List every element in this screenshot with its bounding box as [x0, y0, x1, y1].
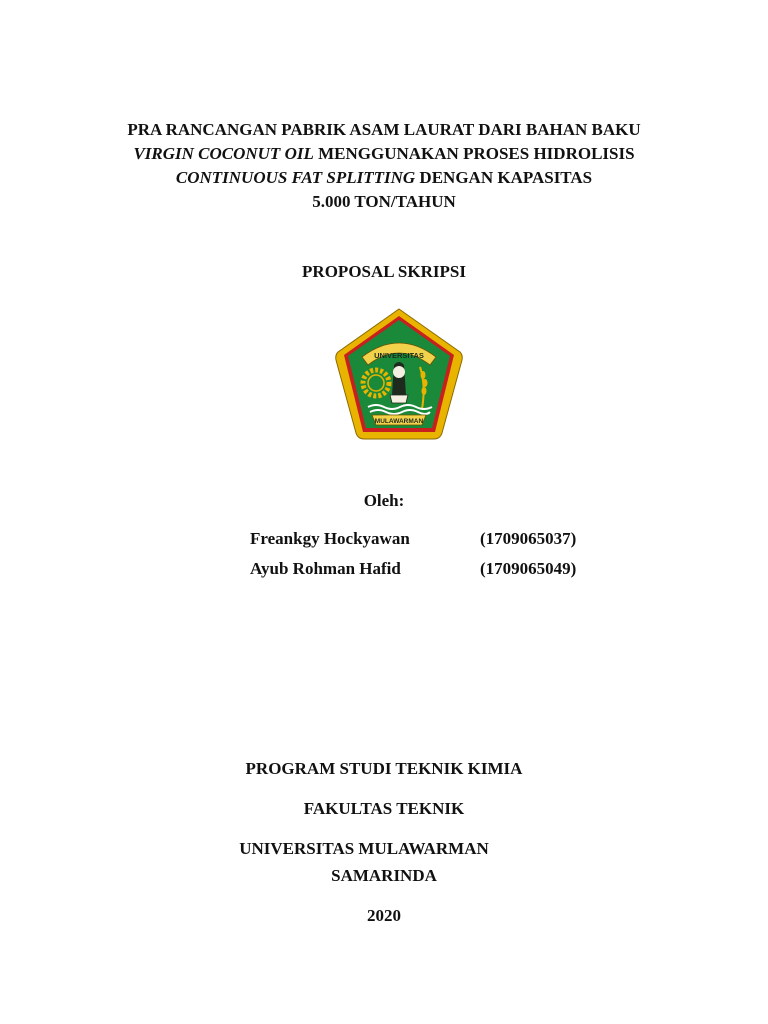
author-nim: (1709065049)	[480, 559, 577, 578]
document-title	[0, 118, 768, 214]
university-name: UNIVERSITAS MULAWARMAN	[239, 839, 489, 858]
title-line-3-italic: CONTINUOUS FAT SPLITTING	[175, 168, 416, 187]
author-nim: (1709065037)	[480, 529, 577, 548]
title-line-2	[0, 142, 768, 166]
city: SAMARINDA	[331, 866, 437, 885]
title-line-3	[0, 166, 768, 190]
author-name: Ayub Rohman Hafid	[250, 559, 401, 578]
title-line-2-italic: VIRGIN COCONUT OIL	[133, 144, 314, 163]
title-line-3-rest: DENGAN KAPASITAS	[415, 168, 593, 187]
title-line-1: PRA RANCANGAN PABRIK ASAM LAURAT DARI BAHAN BAKU	[127, 120, 641, 139]
faculty: FAKULTAS TEKNIK	[303, 799, 465, 818]
university-seal-icon	[332, 305, 466, 449]
author-name: Freankgy Hockyawan	[250, 529, 410, 548]
title-line-4: 5.000 TON/TAHUN	[312, 192, 456, 211]
seal-ribbon-bottom-text: MULAWARMAN	[374, 418, 424, 425]
year: 2020	[367, 906, 401, 925]
study-program: PROGRAM STUDI TEKNIK KIMIA	[245, 759, 523, 778]
seal-ribbon-top-text: UNIVERSITAS	[374, 351, 424, 360]
author-row	[250, 559, 590, 583]
document-subtitle: PROPOSAL SKRIPSI	[302, 262, 466, 281]
title-line-2-rest: MENGGUNAKAN PROSES HIDROLISIS	[313, 144, 635, 163]
by-label: Oleh:	[363, 491, 405, 510]
author-row	[250, 529, 590, 553]
